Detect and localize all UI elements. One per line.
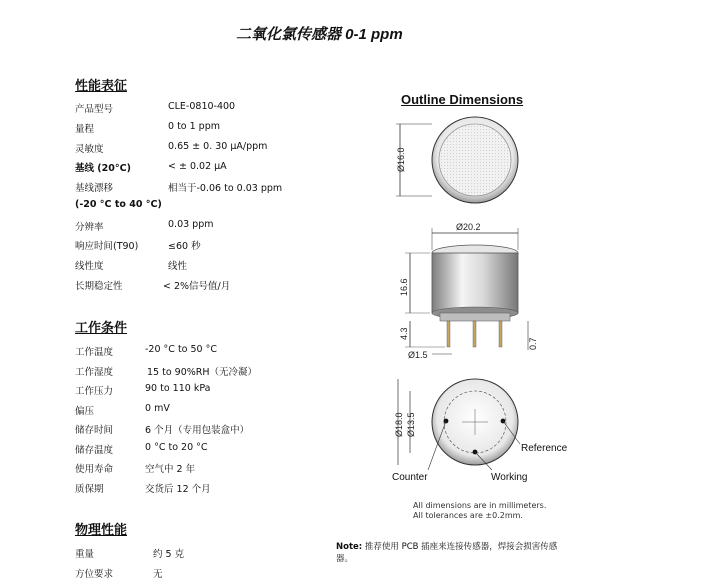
spec-value: < 2%信号值/月 [163, 281, 231, 292]
spec-value: 无 [153, 569, 163, 580]
side-view [399, 222, 538, 360]
spec-label: 基线漂移 [75, 183, 114, 194]
note-text: 推荐使用 PCB 插座来连接传感器，焊接会损害传感 [364, 542, 558, 552]
spec-value: 0.03 ppm [168, 219, 214, 230]
dim-pin-circle: Ø13.5 [406, 412, 416, 437]
spec-label: 工作温度 [75, 347, 114, 358]
dim-outer-diameter: Ø18.0 [394, 412, 404, 437]
page-title: 二氧化氯传感器 0-1 ppm [236, 26, 403, 43]
spec-label: (-20 °C to 40 °C) [75, 199, 162, 210]
spec-label: 产品型号 [75, 104, 114, 115]
spec-value: 6 个月（专用包装盒中） [145, 425, 250, 436]
dimension-note-tolerance: All tolerances are ±0.2mm. [413, 511, 523, 520]
spec-value: CLE-0810-400 [168, 101, 236, 112]
spec-label: 长期稳定性 [75, 281, 123, 292]
dim-pin-diameter: Ø1.5 [408, 350, 428, 360]
spec-value: 交货后 12 个月 [145, 484, 211, 495]
spec-label: 方位要求 [75, 569, 114, 580]
note-text-cont: 器。 [336, 554, 354, 564]
spec-value: 0 °C to 20 °C [145, 442, 208, 453]
spec-value: 约 5 克 [153, 549, 185, 560]
spec-label: 线性度 [75, 261, 104, 272]
section-heading-conditions: 工作条件 [75, 321, 128, 336]
section-heading-performance: 性能表征 [75, 79, 128, 94]
spec-label: 响应时间(T90) [75, 241, 139, 252]
spec-value: 0.65 ± 0. 30 μA/ppm [168, 141, 268, 152]
spec-label: 质保期 [75, 484, 104, 495]
spec-label: 储存时间 [75, 425, 114, 436]
spec-label: 灵敏度 [75, 144, 104, 155]
spec-label: 重量 [75, 549, 95, 560]
section-heading-physical: 物理性能 [75, 523, 128, 538]
dim-height: 16.6 [399, 278, 409, 296]
note-label: Note: [336, 542, 363, 552]
dim-top-diameter: Ø16.0 [396, 147, 406, 172]
spec-value: 空气中 2 年 [145, 464, 196, 475]
spec-value: 0 to 1 ppm [168, 121, 220, 132]
spec-label: 基线 (20°C) [75, 163, 131, 174]
bottom-view [392, 379, 568, 483]
spec-value: < ± 0.02 μA [168, 161, 227, 172]
spec-value: -20 °C to 50 °C [145, 344, 217, 355]
dim-pin-offset: 0.7 [528, 337, 538, 350]
spec-label: 工作湿度 [75, 367, 114, 378]
dim-body-diameter: Ø20.2 [456, 222, 481, 232]
pin-label-working: Working [491, 472, 528, 483]
pin-label-counter: Counter [392, 472, 428, 483]
dimension-note-units: All dimensions are in millimeters. [413, 501, 547, 510]
note-block [336, 540, 557, 552]
spec-label: 量程 [75, 124, 95, 135]
dim-pin-length: 4.3 [399, 327, 409, 340]
pin-label-reference: Reference [521, 443, 568, 454]
spec-label: 使用寿命 [75, 464, 114, 475]
spec-value: 15 to 90%RH（无冷凝） [147, 367, 258, 378]
spec-label: 偏压 [75, 406, 95, 417]
spec-label: 储存温度 [75, 445, 114, 456]
spec-label: 分辨率 [75, 222, 104, 233]
top-view [396, 117, 518, 203]
spec-label: 工作压力 [75, 386, 114, 397]
spec-value: 相当于-0.06 to 0.03 ppm [168, 183, 283, 194]
outline-drawing [380, 110, 610, 500]
spec-value: 线性 [168, 261, 188, 272]
spec-value: ≤60 秒 [168, 241, 201, 252]
outline-title: Outline Dimensions [401, 92, 524, 107]
spec-value: 90 to 110 kPa [145, 383, 211, 394]
spec-value: 0 mV [145, 403, 170, 414]
